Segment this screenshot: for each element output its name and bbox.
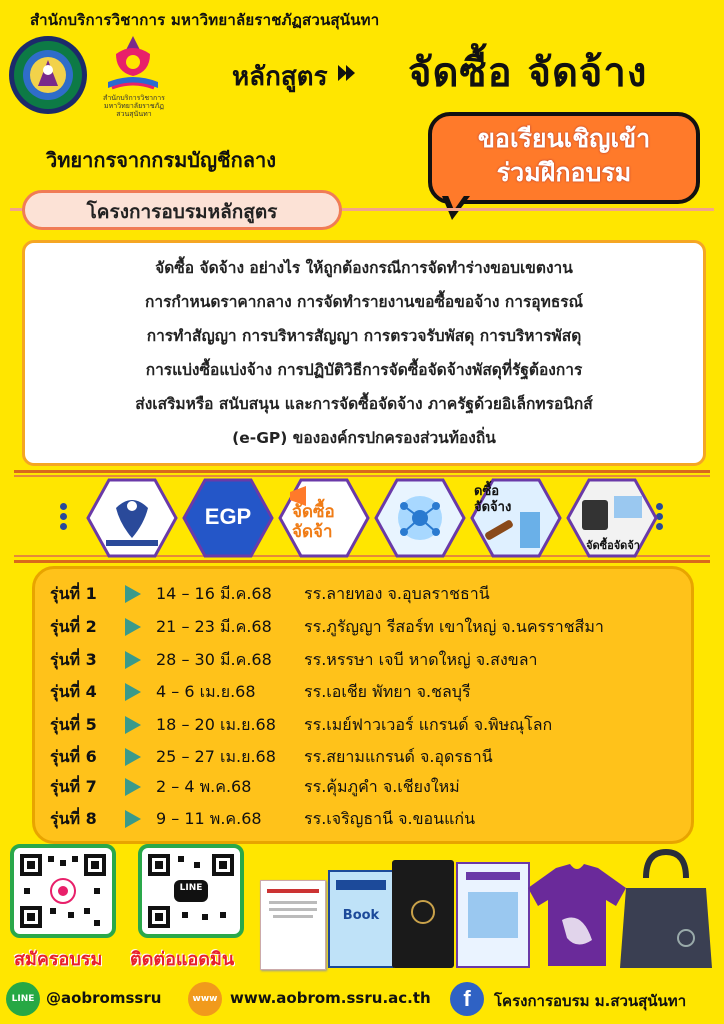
schedule-row: [50, 580, 490, 608]
generation-label: รุ่นที่ 8: [50, 808, 97, 828]
invite-line-1: ขอเรียนเชิญเข้า: [477, 124, 651, 153]
register-label[interactable]: สมัครอบรม: [14, 949, 103, 970]
description-line: (e-GP) ขององค์กรปกครองส่วนท้องถิ่น: [232, 429, 496, 447]
schedule-row: [50, 678, 471, 706]
line-icon-text: LINE: [11, 994, 35, 1004]
dots-icon: [58, 500, 68, 533]
play-icon: [122, 809, 142, 829]
divider: [14, 560, 710, 563]
facebook-link[interactable]: โครงการอบรม ม.สวนสุนันทา: [494, 992, 687, 1010]
divider: [14, 475, 710, 477]
invite-line-2: ร่วมฝึกอบรม: [496, 158, 632, 187]
play-icon: [122, 747, 142, 767]
dates: 21 – 23 มี.ค.68: [156, 616, 272, 636]
schedule-row: [50, 613, 604, 641]
procure2-label: ดซื้อ จัดจ้าง: [474, 484, 512, 515]
facebook-icon[interactable]: [450, 982, 484, 1016]
logo-caption: สำนักบริการวิชาการ มหาวิทยาลัยราชภัฏสวนสุนันทา: [103, 94, 165, 118]
line-qr-inner-label: LINE: [179, 883, 203, 893]
bag-image: [616, 848, 716, 970]
register-qr-code[interactable]: [10, 844, 116, 938]
venue: รร.คุ้มภูคำ จ.เชียงใหม่: [304, 776, 460, 796]
play-icon: [122, 715, 142, 735]
website-icon[interactable]: [188, 982, 222, 1016]
divider: [14, 470, 710, 473]
lecturer-label: วิทยากรจากกรมบัญชีกลาง: [46, 148, 276, 172]
venue: รร.เมย์ฟาวเวอร์ แกรนด์ จ.พิษณุโลก: [304, 714, 553, 734]
line-contact-qr-code[interactable]: [138, 844, 244, 938]
schedule-row: [50, 743, 493, 771]
generation-label: รุ่นที่ 7: [50, 776, 97, 796]
project-label: โครงการอบรมหลักสูตร: [86, 201, 278, 223]
play-icon: [122, 650, 142, 670]
line-id-link[interactable]: @aobromssru: [46, 989, 162, 1007]
description-line: จัดซื้อ จัดจ้าง อย่างไร ให้ถูกต้องกรณีการจัดทำร่างขอบเขตงาน: [155, 259, 573, 277]
description-line: การทำสัญญา การบริหารสัญญา การตรวจรับพัสดุ การบริหารพัสดุ: [146, 327, 582, 345]
facebook-icon-text: f: [463, 986, 471, 1011]
egp-label: EGP: [204, 504, 252, 529]
website-link[interactable]: www.aobrom.ssru.ac.th: [230, 989, 431, 1007]
description-line: การแบ่งซื้อแบ่งจ้าง การปฏิบัติวิธีการจัดซื้อจัดจ้างพัสดุที่รัฐต้องการ: [145, 361, 583, 379]
procure3-label: จัดซื้อจัดจ้า: [586, 539, 640, 552]
gavel-icon: [470, 478, 562, 558]
contact-admin-label[interactable]: ติดต่อแอดมิน: [130, 949, 235, 970]
description-line: การกำหนดราคากลาง การจัดทำรายงานขอซื้อขอจ้าง การอุทธรณ์: [145, 293, 583, 311]
play-icon: [122, 584, 142, 604]
network-icon: [374, 478, 466, 558]
venue: รร.เจริญธานี จ.ขอนแก่น: [304, 808, 475, 828]
generation-label: รุ่นที่ 2: [50, 616, 97, 636]
generation-label: รุ่นที่ 3: [50, 649, 97, 669]
book-label: Book: [342, 908, 380, 923]
description-line: ส่งเสริมหรือ สนับสนุน และการจัดซื้อจัดจ้าง ภาครัฐด้วยอิเล็กทรอนิกส์: [135, 395, 593, 413]
arrow-right-icon: [336, 62, 358, 84]
invite-text: [428, 122, 700, 190]
dates: 4 – 6 เม.ย.68: [156, 681, 256, 701]
dates: 25 – 27 เม.ย.68: [156, 746, 276, 766]
course-label: หลักสูตร: [232, 62, 328, 92]
folder-image: [392, 860, 454, 968]
venue: รร.เอเชีย พัทยา จ.ชลบุรี: [304, 681, 471, 701]
venue: รร.ลายทอง จ.อุบลราชธานี: [304, 583, 490, 603]
schedule-row: [50, 805, 475, 833]
dates: 14 – 16 มี.ค.68: [156, 583, 272, 603]
calculator-icon: [566, 478, 658, 558]
generation-label: รุ่นที่ 6: [50, 746, 97, 766]
dates: 2 – 4 พ.ค.68: [156, 776, 252, 796]
schedule-row: [50, 711, 552, 739]
org-title: สำนักบริการวิชาการ มหาวิทยาลัยราชภัฏสวนสุนันทา: [30, 11, 380, 29]
dates: 28 – 30 มี.ค.68: [156, 649, 272, 669]
procurement-megaphone-icon: [278, 478, 370, 558]
dates: 9 – 11 พ.ค.68: [156, 808, 262, 828]
schedule-row: [50, 773, 460, 801]
play-icon: [122, 617, 142, 637]
play-icon: [122, 682, 142, 702]
generation-label: รุ่นที่ 4: [50, 681, 97, 701]
handbook-image: [328, 870, 394, 968]
procure-label: จัดซื้อ จัดจ้า: [292, 502, 335, 542]
generation-label: รุ่นที่ 1: [50, 583, 97, 603]
venue: รร.สยามแกรนด์ จ.อุดรธานี: [304, 746, 493, 766]
course-name: จัดซื้อ จัดจ้าง: [408, 50, 648, 96]
certificate-image: [260, 880, 326, 970]
manual-image: [456, 862, 530, 968]
venue: รร.ภูรัญญา รีสอร์ท เขาใหญ่ จ.นครราชสีมา: [304, 616, 604, 636]
university-seal-logo: [8, 30, 88, 120]
generation-label: รุ่นที่ 5: [50, 714, 97, 734]
egp-icon: [182, 478, 274, 558]
website-icon-text: www: [192, 994, 218, 1004]
play-icon: [122, 777, 142, 797]
line-icon[interactable]: [6, 982, 40, 1016]
venue: รร.หรรษา เจบี หาดใหญ่ จ.สงขลา: [304, 649, 538, 669]
comptroller-garuda-icon: [86, 478, 178, 558]
schedule-row: [50, 646, 537, 674]
dates: 18 – 20 เม.ย.68: [156, 714, 276, 734]
